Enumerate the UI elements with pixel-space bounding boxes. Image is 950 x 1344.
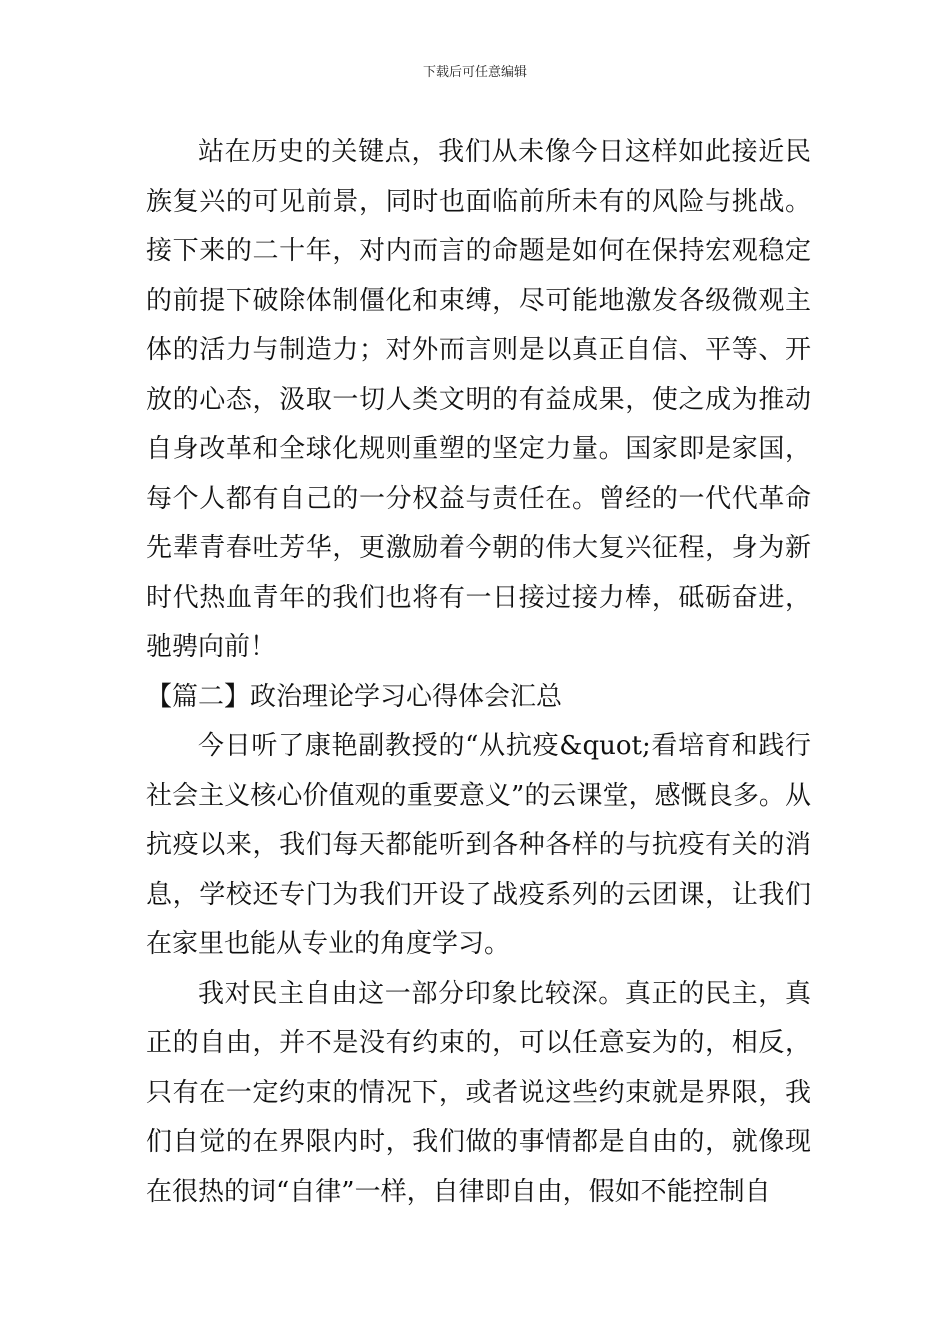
section-heading: 【篇二】政治理论学习心得体会汇总 xyxy=(146,681,563,712)
body-paragraph-3: 我对民主自由这一部分印象比较深。真正的民主，真正的自由，并不是没有约束的，可以任意妄为的，相反，只有在一定约束的情况下，或者说这些约束就是界限，我们自觉的在界限内时，我们做的事情都是自由的，就像现在很热的词“自律”一样，自律即自由，假如不能控制自 xyxy=(146,978,811,1207)
body-paragraph-1: 站在历史的关键点，我们从未像今日这样如此接近民族复兴的可见前景，同时也面临前所未有的风险与挑战。接下来的二十年，对内而言的命题是如何在保持宏观稳定的前提下破除体制僵化和束缚，尽可能地激发各级微观主体的活力与制造力；对外而言则是以真正自信、平等、开放的心态，汲取一切人类文明的有益成果，使之成为推动自身改革和全球化规则重塑的坚定力量。国家即是家国，每个人都有自己的一分权益与责任在。曾经的一代代革命先辈青春吐芳华，更激励着今朝的伟大复兴征程，身为新时代热血青年的我们也将有一日接过接力棒，砥砺奋进，驰骋向前！ xyxy=(146,137,811,662)
document-body xyxy=(146,128,811,1217)
body-paragraph-2: 今日听了康艳副教授的“从抗疫&quot;看培育和践行社会主义核心价值观的重要意义”的云课堂，感慨良多。从抗疫以来，我们每天都能听到各种各样的与抗疫有关的消息，学校还专门为我们开设了战疫系列的云团课，让我们在家里也能从专业的角度学习。 xyxy=(146,731,811,959)
header-note: 下载后可任意编辑 xyxy=(422,65,527,80)
